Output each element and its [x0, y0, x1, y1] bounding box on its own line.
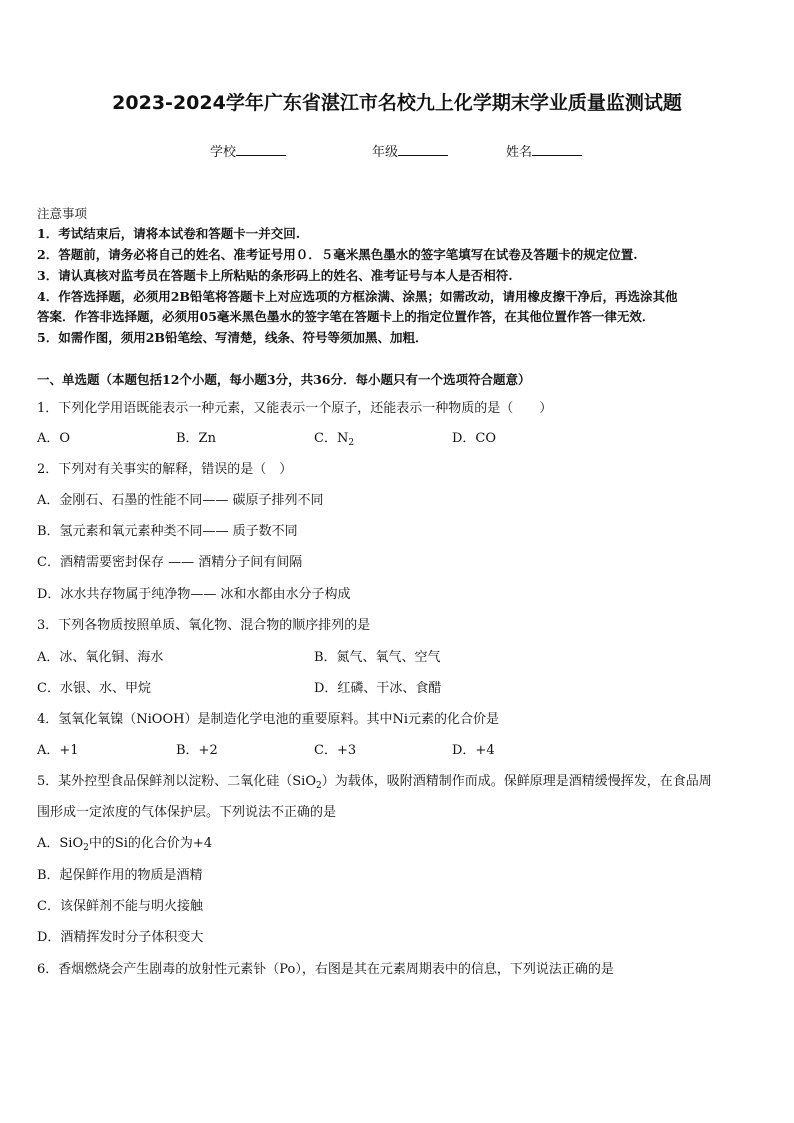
section-heading: 一、单选题（本题包括12个小题，每小题3分，共36分．每小题只有一个选项符合题意）: [37, 372, 531, 387]
q5-option-d[interactable]: D．酒精挥发时分子体积变大: [37, 930, 204, 945]
q2-option-b[interactable]: B．氢元素和氧元素种类不同—— 质子数不同: [37, 524, 298, 539]
q3-option-b[interactable]: B．氮气、氧气、空气: [314, 650, 441, 665]
q2-option-c[interactable]: C．酒精需要密封保存 —— 酒精分子间有间隔: [37, 555, 303, 570]
q1-option-b[interactable]: B．Zn: [176, 431, 216, 446]
q5-option-a[interactable]: [37, 832, 212, 851]
school-field[interactable]: [210, 141, 286, 160]
question-6-stem: 6．香烟燃烧会产生剧毒的放射性元素钋（Po），右图是其在元素周期表中的信息，下列说法正确的是: [37, 962, 614, 977]
q3-option-a[interactable]: A．冰、氧化铜、海水: [37, 650, 164, 665]
q2-option-a[interactable]: A．金刚石、石墨的性能不同—— 碳原子排列不同: [37, 493, 324, 508]
grade-field[interactable]: [372, 141, 448, 160]
q4-option-a[interactable]: A．+1: [37, 743, 79, 758]
name-field[interactable]: [506, 141, 582, 160]
question-2-stem: 2．下列对有关事实的解释，错误的是（ ）: [37, 462, 293, 477]
question-4-stem: 4．氢氧化氧镍（NiOOH）是制造化学电池的重要原料。其中Ni元素的化合价是: [37, 712, 499, 727]
q1-option-c-text: C．N: [314, 431, 349, 446]
question-5-stem-line2: 围形成一定浓度的气体保护层。下列说法不正确的是: [37, 805, 337, 820]
question-1-stem: 1．下列化学用语既能表示一种元素，又能表示一个原子，还能表示一种物质的是（ ）: [37, 401, 553, 416]
school-blank[interactable]: [236, 143, 286, 156]
q5-stem-part1: 5．某外控型食品保鲜剂以淀粉、二氧化硅（SiO: [37, 774, 316, 789]
q4-option-b[interactable]: B．+2: [176, 743, 218, 758]
q4-option-c[interactable]: C．+3: [314, 743, 357, 758]
q5-option-a-subscript: 2: [83, 843, 89, 853]
q3-option-d[interactable]: D．红磷、干冰、食醋: [314, 681, 442, 696]
school-label: 学校: [210, 145, 237, 160]
notes-heading: 注意事项: [37, 206, 88, 221]
grade-blank[interactable]: [398, 143, 448, 156]
question-3-stem: 3．下列各物质按照单质、氧化物、混合物的顺序排列的是: [37, 618, 371, 633]
q4-option-d[interactable]: D．+4: [452, 743, 495, 758]
q1-option-c[interactable]: [314, 427, 354, 446]
note-item: 5．如需作图，须用2B铅笔绘、写清楚，线条、符号等须加黑、加粗．: [37, 330, 428, 345]
q1-option-c-subscript: 2: [348, 438, 355, 448]
note-item: 2．答题前，请务必将自己的姓名、准考证号用０．５毫米黑色墨水的签字笔填写在试卷及答题卡的规定位置.: [37, 247, 638, 262]
q1-option-a[interactable]: A．O: [37, 431, 71, 446]
note-item: 1．考试结束后，请将本试卷和答题卡一并交回.: [37, 226, 301, 241]
q5-stem-part2: ）为载体，吸附酒精制作而成。保鲜原理是酒精缓慢挥发，在食品周: [321, 774, 712, 789]
q5-option-b[interactable]: B．起保鲜作用的物质是酒精: [37, 868, 203, 883]
q5-stem-subscript: 2: [316, 781, 322, 791]
grade-label: 年级: [372, 145, 399, 160]
name-blank[interactable]: [532, 143, 582, 156]
q3-option-c[interactable]: C．水银、水、甲烷: [37, 681, 151, 696]
question-5-stem: [37, 770, 712, 789]
note-item: 3．请认真核对监考员在答题卡上所粘贴的条形码上的姓名、准考证号与本人是否相符.: [37, 268, 513, 283]
q5-option-c[interactable]: C．该保鲜剂不能与明火接触: [37, 899, 203, 914]
q2-option-d[interactable]: D．冰水共存物属于纯净物—— 冰和水都由水分子构成: [37, 587, 351, 602]
q5-option-a-text: A．SiO: [37, 836, 84, 851]
note-item: 答案．作答非选择题，必须用05毫米黑色墨水的签字笔在答题卡上的指定位置作答，在其他位置作答一律无效．: [37, 309, 655, 324]
name-label: 姓名: [506, 145, 533, 160]
note-item: 4．作答选择题，必须用2B铅笔将答题卡上对应选项的方框涂满、涂黑；如需改动，请用橡皮擦干净后，再选涂其他: [37, 289, 678, 304]
q5-option-a-text2: 中的Si的化合价为+4: [88, 836, 213, 851]
exam-title: 2023-2024学年广东省湛江市名校九上化学期末学业质量监测试题: [112, 92, 682, 114]
q1-option-d[interactable]: D．CO: [452, 431, 497, 446]
